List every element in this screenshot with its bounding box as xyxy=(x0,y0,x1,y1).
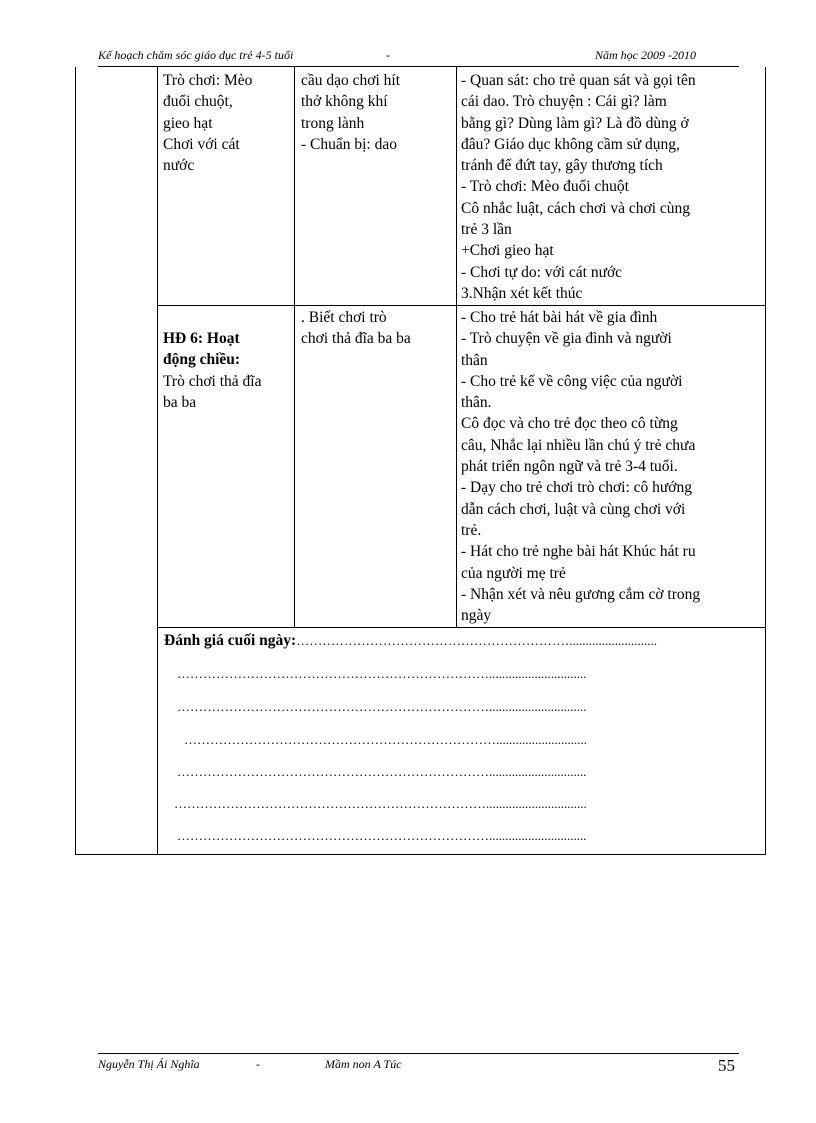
text-line: nước xyxy=(163,157,195,175)
text-line: - Trò chơi: Mèo đuổi chuột xyxy=(461,178,629,196)
text-line: thở không khí xyxy=(301,93,388,111)
text-line: Cô nhắc luật, cách chơi và chơi cùng xyxy=(461,199,691,217)
evaluation-section xyxy=(164,632,657,650)
text-line: - Quan sát: cho trẻ quan sát và gọi tên xyxy=(461,72,696,89)
text-line: 3.Nhận xét kết thúc xyxy=(461,284,583,302)
table-border-col2 xyxy=(294,67,295,627)
evaluation-blank-line[interactable]: ………………………………………………………………............................ xyxy=(184,732,587,747)
text-line: trong lành xyxy=(301,114,365,132)
text-line: thân. xyxy=(461,394,492,412)
text-line: - Trò chuyện về gia đình và người xyxy=(461,330,672,348)
text-line: bằng gì? Dùng làm gì? Là đồ dùng ở xyxy=(461,114,689,132)
text-line: Trò chơi: Mèo xyxy=(163,72,253,89)
text-line: chơi thả đĩa ba ba xyxy=(301,330,411,348)
evaluation-blank-line[interactable]: ……………………………………………………………….............................. xyxy=(177,828,587,843)
text-line: Trò chơi thả đĩa xyxy=(163,372,262,390)
text-line: đuổi chuột, xyxy=(163,93,233,111)
footer-rule xyxy=(98,1053,739,1054)
evaluation-blank-line[interactable]: ……………………………………………………………….............................. xyxy=(177,666,587,681)
text-line: - Nhận xét và nêu gương cắm cờ trong xyxy=(461,585,701,603)
evaluation-blank-line[interactable]: ……………………………………………………………….............................. xyxy=(177,764,587,779)
footer-school: Mầm non A Túc xyxy=(325,1057,402,1071)
activity-heading: động chiều: xyxy=(163,351,241,369)
evaluation-blank-line[interactable]: ………………………………………………………………............................... xyxy=(174,796,587,811)
text-line: - Hát cho trẻ nghe bài hát Khúc hát ru xyxy=(461,543,696,561)
text-line: thân xyxy=(461,351,488,369)
table-row-divider xyxy=(157,627,765,628)
text-line: ngày xyxy=(461,607,492,625)
page-header xyxy=(98,48,739,66)
text-line: - Cho trẻ hát bài hát về gia đình xyxy=(461,309,658,326)
row1-activity-cell xyxy=(163,70,252,176)
text-line: - Cho trẻ kể về công việc của người xyxy=(461,372,683,390)
text-line: Cô đọc và cho trẻ đọc theo cô từng xyxy=(461,415,678,433)
text-line: gieo hạt xyxy=(163,114,213,132)
text-line: cái dao. Trò chuyện : Cái gì? làm xyxy=(461,93,667,111)
row1-goal-cell xyxy=(301,70,400,155)
row2-procedure-cell xyxy=(461,307,700,626)
text-line: - Chơi tự do: với cát nước xyxy=(461,263,623,281)
table-border-left xyxy=(75,67,76,855)
text-line: đâu? Giáo dục không cầm sử dụng, xyxy=(461,135,680,153)
text-line: dẫn cách chơi, luật và cùng chơi với xyxy=(461,500,686,518)
text-line: - Dạy cho trẻ chơi trò chơi: cô hướng xyxy=(461,479,692,497)
text-line: Chơi với cát xyxy=(163,135,240,153)
table-border-col1 xyxy=(157,67,158,855)
footer-author: Nguyễn Thị Ái Nghĩa xyxy=(98,1057,200,1071)
text-line: trẻ 3 lần xyxy=(461,221,512,239)
row1-procedure-cell xyxy=(461,70,696,304)
activity-heading: HĐ 6: Hoạt xyxy=(163,330,240,347)
text-line: của người mẹ trẻ xyxy=(461,564,566,582)
footer-dash: - xyxy=(256,1057,260,1071)
header-school-year: Năm học 2009 -2010 xyxy=(595,48,696,62)
text-line: phát triển ngôn ngữ và trẻ 3-4 tuổi. xyxy=(461,458,678,476)
evaluation-dots: ………………………………………………………........................... xyxy=(296,633,657,648)
evaluation-title: Đánh giá cuối ngày: xyxy=(164,632,297,649)
row2-activity-cell xyxy=(163,328,261,413)
text-line: trẻ. xyxy=(461,521,482,539)
text-line: câu, Nhắc lại nhiều lần chú ý trẻ chưa xyxy=(461,436,696,454)
text-line: - Chuẩn bị: dao xyxy=(301,135,397,153)
text-line: . Biết chơi trò xyxy=(301,309,387,326)
evaluation-blank-line[interactable]: ……………………………………………………………….............................. xyxy=(177,699,587,714)
header-rule xyxy=(98,66,739,67)
row2-goal-cell xyxy=(301,307,411,350)
text-line: cầu dạo chơi hít xyxy=(301,72,401,89)
table-border-bottom xyxy=(75,854,766,855)
page-number: 55 xyxy=(718,1056,735,1075)
text-line: +Chơi gieo hạt xyxy=(461,242,554,260)
table-border-col3 xyxy=(456,67,457,627)
table-border-right xyxy=(765,67,766,855)
text-line: ba ba xyxy=(163,393,197,411)
header-dash: - xyxy=(386,48,390,62)
header-title: Kế hoạch chăm sóc giáo dục trẻ 4-5 tuổi xyxy=(98,48,294,62)
table-row-divider xyxy=(157,305,765,306)
text-line: tránh để đứt tay, gây thương tích xyxy=(461,157,663,175)
